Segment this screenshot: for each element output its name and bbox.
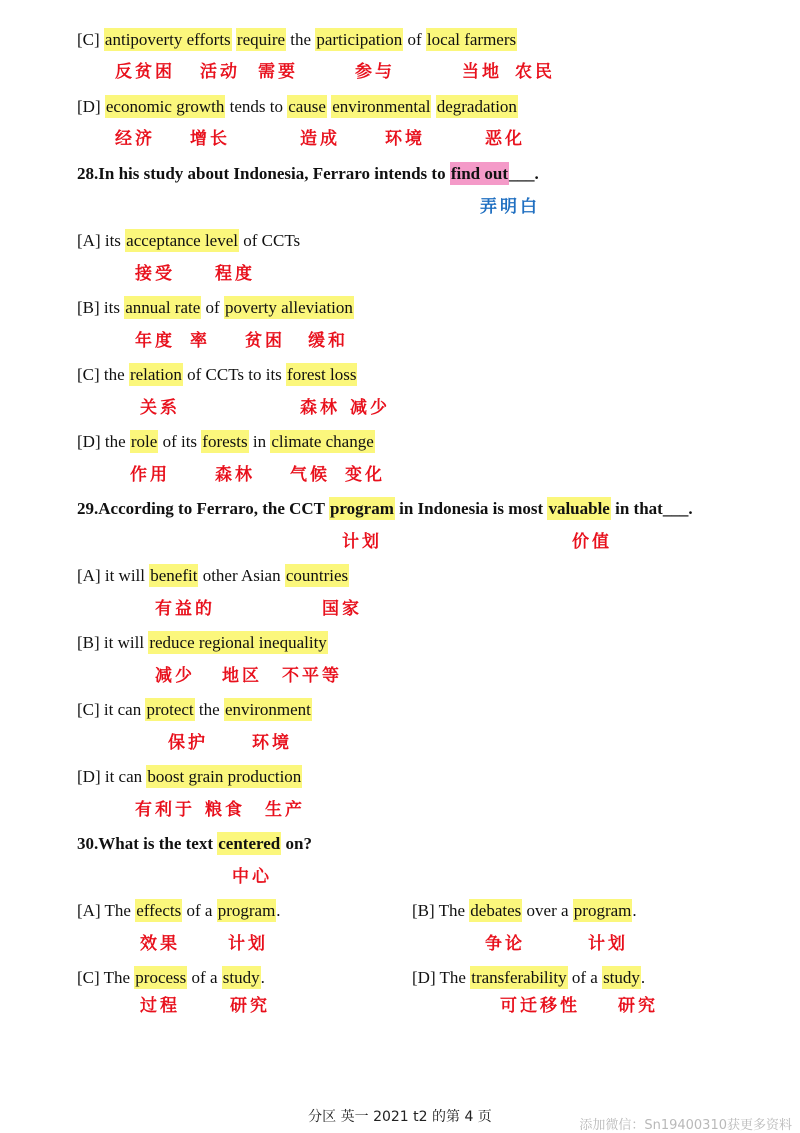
annotation: 造成 [300, 129, 340, 149]
annotation: 过程 [140, 996, 180, 1016]
q30-option-a: [A] The effects of a program. [77, 901, 281, 920]
q29-option-b: [B] it will reduce regional inequality [77, 633, 327, 652]
annotation: 弄明白 [480, 197, 540, 217]
q28-stem: 28.In his study about Indonesia, Ferraro intends to find out___. [77, 164, 539, 183]
annotation: 争论 [485, 934, 525, 954]
annotation: 环境 [252, 733, 292, 753]
annotation: 率 [190, 331, 210, 351]
annotation: 计划 [228, 934, 268, 954]
q27-option-d: [D] economic growth tends to cause environmental degradation [77, 97, 517, 116]
annotation: 可迁移性 [500, 996, 580, 1016]
annotation: 当地 [462, 62, 502, 82]
q29-stem: 29.According to Ferraro, the CCT program in Indonesia is most valuable in that___. [77, 499, 693, 518]
q30-option-b: [B] The debates over a program. [412, 901, 637, 920]
annotation: 环境 [385, 129, 425, 149]
q27-option-c: [C] antipoverty efforts require the participation of local farmers [77, 30, 517, 49]
annotation: 贫困 [245, 331, 285, 351]
page-footer: 分区 英一 2021 t2 的第 4 页 [308, 1109, 492, 1125]
annotation: 研究 [230, 996, 270, 1016]
annotation: 地区 [222, 666, 262, 686]
q28-option-b: [B] its annual rate of poverty alleviation [77, 298, 353, 317]
annotation: 计划 [342, 532, 382, 552]
annotation: 程度 [215, 264, 255, 284]
q28-option-a: [A] its acceptance level of CCTs [77, 231, 301, 250]
annotation: 活动 [200, 62, 240, 82]
annotation: 关系 [140, 398, 180, 418]
annotation: 价值 [572, 532, 612, 552]
annotation: 效果 [140, 934, 180, 954]
annotation: 变化 [345, 465, 385, 485]
annotation: 森林 [300, 398, 340, 418]
watermark: 添加微信：Sn19400310获更多资料 [579, 1118, 792, 1133]
annotation: 缓和 [308, 331, 348, 351]
q30-stem: 30.What is the text centered on? [77, 834, 312, 853]
annotation: 需要 [258, 62, 298, 82]
annotation: 计划 [588, 934, 628, 954]
annotation: 有利于 [135, 800, 195, 820]
annotation: 接受 [135, 264, 175, 284]
q28-option-d: [D] the role of its forests in climate change [77, 432, 374, 451]
annotation: 反贫困 [115, 62, 175, 82]
annotation: 年度 [135, 331, 175, 351]
q29-option-c: [C] it can protect the environment [77, 700, 311, 719]
annotation: 作用 [130, 465, 170, 485]
annotation: 参与 [355, 62, 395, 82]
annotation: 减少 [350, 398, 390, 418]
annotation: 森林 [215, 465, 255, 485]
annotation: 增长 [190, 129, 230, 149]
q28-option-c: [C] the relation of CCTs to its forest loss [77, 365, 357, 384]
annotation: 农民 [515, 62, 555, 82]
q29-option-d: [D] it can boost grain production [77, 767, 302, 786]
q29-option-a: [A] it will benefit other Asian countries [77, 566, 349, 585]
annotation: 不平等 [282, 666, 342, 686]
annotation: 经济 [115, 129, 155, 149]
annotation: 中心 [232, 867, 272, 887]
q30-option-d: [D] The transferability of a study. [412, 968, 646, 987]
annotation: 减少 [155, 666, 195, 686]
annotation: 国家 [322, 599, 362, 619]
annotation: 有益的 [155, 599, 215, 619]
annotation: 生产 [265, 800, 305, 820]
annotation: 研究 [618, 996, 658, 1016]
annotation: 恶化 [485, 129, 525, 149]
annotation: 粮食 [205, 800, 245, 820]
annotation: 保护 [168, 733, 208, 753]
annotation: 气候 [290, 465, 330, 485]
q30-option-c: [C] The process of a study. [77, 968, 265, 987]
